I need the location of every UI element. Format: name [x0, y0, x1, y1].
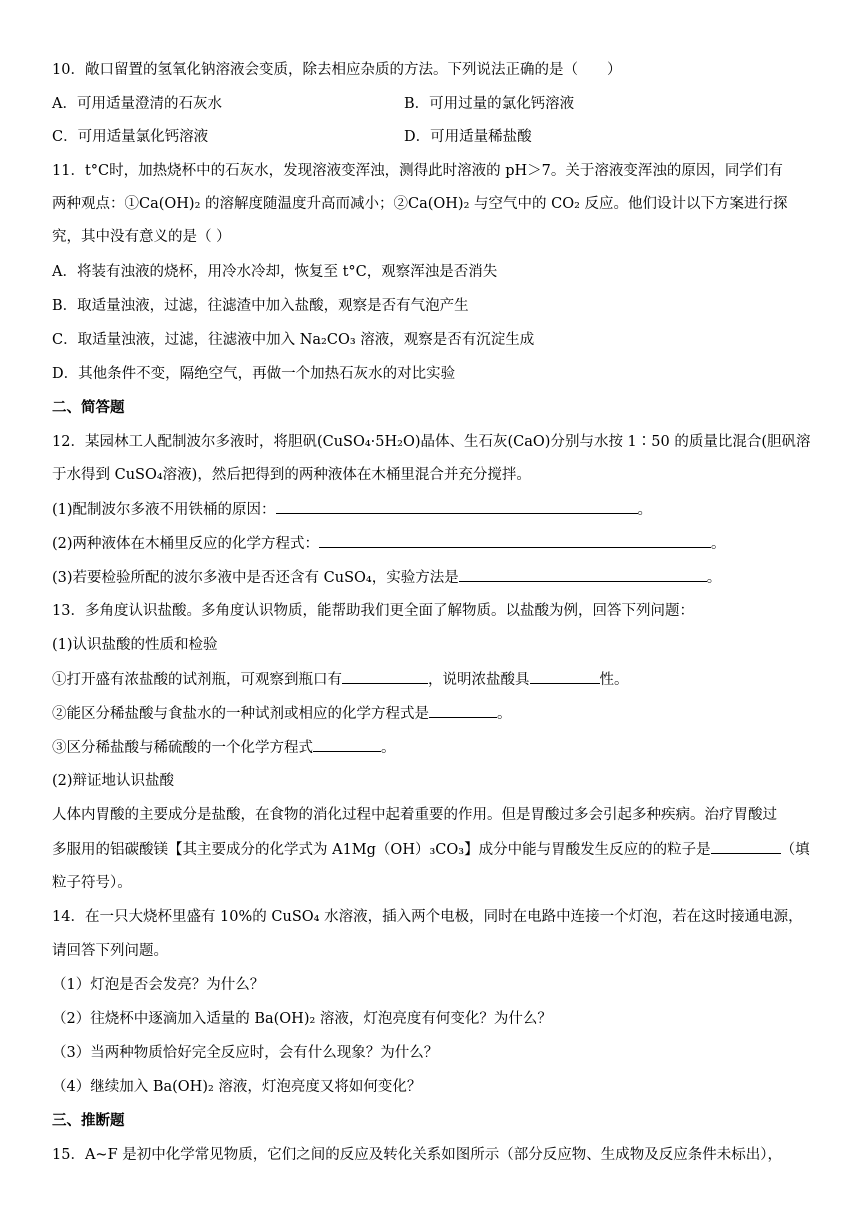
q13-item1-text-a: ①打开盛有浓盐酸的试剂瓶，可观察到瓶口有 [52, 672, 342, 688]
q11-option-b: B．取适量浊液，过滤，往滤渣中加入盐酸，观察是否有气泡产生 [52, 298, 469, 314]
q14-stem-line1: 14．在一只大烧杯里盛有 10%的 CuSO₄ 水溶液，插入两个电极，同时在电路中连接一个灯泡，若在这时接通电源， [52, 909, 803, 925]
q12-part2-text: (2)两种液体在木桶里反应的化学方程式： [52, 536, 320, 552]
q13-para-line2 [52, 839, 820, 860]
q10-option-a: A．可用适量澄清的石灰水 [52, 96, 222, 112]
q13-item3-text-a: ③区分稀盐酸与稀硫酸的一个化学方程式 [52, 740, 313, 756]
answer-blank[interactable] [313, 737, 381, 752]
q12-part2-end: 。 [711, 536, 726, 552]
q12-part1-text: (1)配制波尔多液不用铁桶的原因： [52, 502, 276, 518]
q10-option-c: C．可用适量氯化钙溶液 [52, 129, 209, 145]
q13-para-line2-end: （填 [780, 842, 810, 858]
q10-option-d: D．可用适量稀盐酸 [404, 129, 532, 145]
answer-blank[interactable] [530, 669, 600, 684]
q14-stem-line2: 请回答下列问题。 [52, 943, 168, 959]
q13-item2-text-a: ②能区分稀盐酸与食盐水的一种试剂或相应的化学方程式是 [52, 706, 429, 722]
q10-options-row2 [52, 127, 820, 147]
q12-part3-text: (3)若要检验所配的波尔多液中是否还含有 CuSO₄，实验方法是 [52, 570, 459, 586]
section-heading-inference: 三、推断题 [52, 1112, 125, 1129]
q11-option-d: D．其他条件不变，隔绝空气，再做一个加热石灰水的对比实验 [52, 366, 456, 382]
q11-option-c: C．取适量浊液，过滤，往滤液中加入 Na₂CO₃ 溶液，观察是否有沉淀生成 [52, 332, 535, 348]
q13-item1 [52, 669, 820, 690]
q13-item1-text-c: 性。 [599, 672, 629, 688]
answer-blank[interactable] [276, 499, 638, 514]
answer-blank[interactable] [459, 567, 707, 582]
answer-blank[interactable] [711, 839, 781, 854]
q13-para-line2-text: 多服用的铝碳酸镁【其主要成分的化学式为 A1Mg（OH）₃CO₃】成分中能与胃酸发生反应的的粒子是 [52, 842, 711, 858]
q13-item3-text-b: 。 [381, 740, 396, 756]
q13-item2 [52, 703, 820, 724]
q11-stem-line2: 两种观点：①Ca(OH)₂ 的溶解度随温度升高而减小；②Ca(OH)₂ 与空气中的 CO₂ 反应。他们设计以下方案进行探 [52, 196, 788, 212]
q14-sub1: （1）灯泡是否会发亮？为什么？ [52, 977, 265, 993]
q13-para-line1: 人体内胃酸的主要成分是盐酸，在食物的消化过程中起着重要的作用。但是胃酸过多会引起多种疾病。治疗胃酸过 [52, 807, 777, 823]
q12-stem-line2: 于水得到 CuSO₄溶液)，然后把得到的两种液体在木桶里混合并充分搅拌。 [52, 467, 531, 483]
q10-option-b: B．可用过量的氯化钙溶液 [404, 96, 575, 112]
q13-para-line3: 粒子符号）。 [52, 875, 132, 891]
q12-part1-end: 。 [637, 502, 653, 518]
q12-stem-line1: 12．某园林工人配制波尔多液时，将胆矾(CuSO₄·5H₂O)晶体、生石灰(CaO)分别与水按 1∶50 的质量比混合(胆矾溶 [52, 434, 811, 450]
q14-sub3: （3）当两种物质恰好完全反应时，会有什么现象？为什么？ [52, 1045, 439, 1061]
q13-item3 [52, 737, 820, 758]
q10-options-row1 [52, 94, 820, 114]
q12-part1 [52, 499, 820, 520]
section-heading-short-answer: 二、简答题 [52, 399, 125, 416]
q13-item2-text-b: 。 [497, 706, 512, 722]
answer-blank[interactable] [319, 533, 711, 548]
q11-option-a: A．将装有浊液的烧杯，用冷水冷却，恢复至 t°C，观察浑浊是否消失 [52, 264, 498, 280]
q10-stem: 10．敞口留置的氢氧化钠溶液会变质，除去相应杂质的方法。下列说法正确的是（ ） [52, 62, 622, 78]
q11-stem-line3: 究，其中没有意义的是（ ） [52, 229, 231, 245]
q11-stem-line1: 11．t°C时，加热烧杯中的石灰水，发现溶液变浑浊，测得此时溶液的 pH＞7。关于溶液变浑浊的原因，同学们有 [52, 163, 783, 179]
q12-part3-end: 。 [706, 570, 722, 586]
answer-blank[interactable] [342, 669, 428, 684]
answer-blank[interactable] [429, 703, 497, 718]
q13-sub2-heading: (2)辩证地认识盐酸 [52, 773, 175, 789]
q13-sub1-heading: (1)认识盐酸的性质和检验 [52, 637, 218, 653]
q12-part2 [52, 533, 820, 554]
q15-stem-line1: 15．A~F 是初中化学常见物质，它们之间的反应及转化关系如图所示（部分反应物、生成物及反应条件未标出）， [52, 1147, 782, 1163]
q14-sub4: （4）继续加入 Ba(OH)₂ 溶液，灯泡亮度又将如何变化？ [52, 1079, 422, 1095]
q13-item1-text-b: ，说明浓盐酸具 [428, 672, 530, 688]
q14-sub2: （2）往烧杯中逐滴加入适量的 Ba(OH)₂ 溶液，灯泡亮度有何变化？为什么？ [52, 1011, 552, 1027]
q13-stem: 13．多角度认识盐酸。多角度认识物质，能帮助我们更全面了解物质。以盐酸为例，回答下列问题： [52, 603, 694, 619]
q12-part3 [52, 567, 820, 588]
